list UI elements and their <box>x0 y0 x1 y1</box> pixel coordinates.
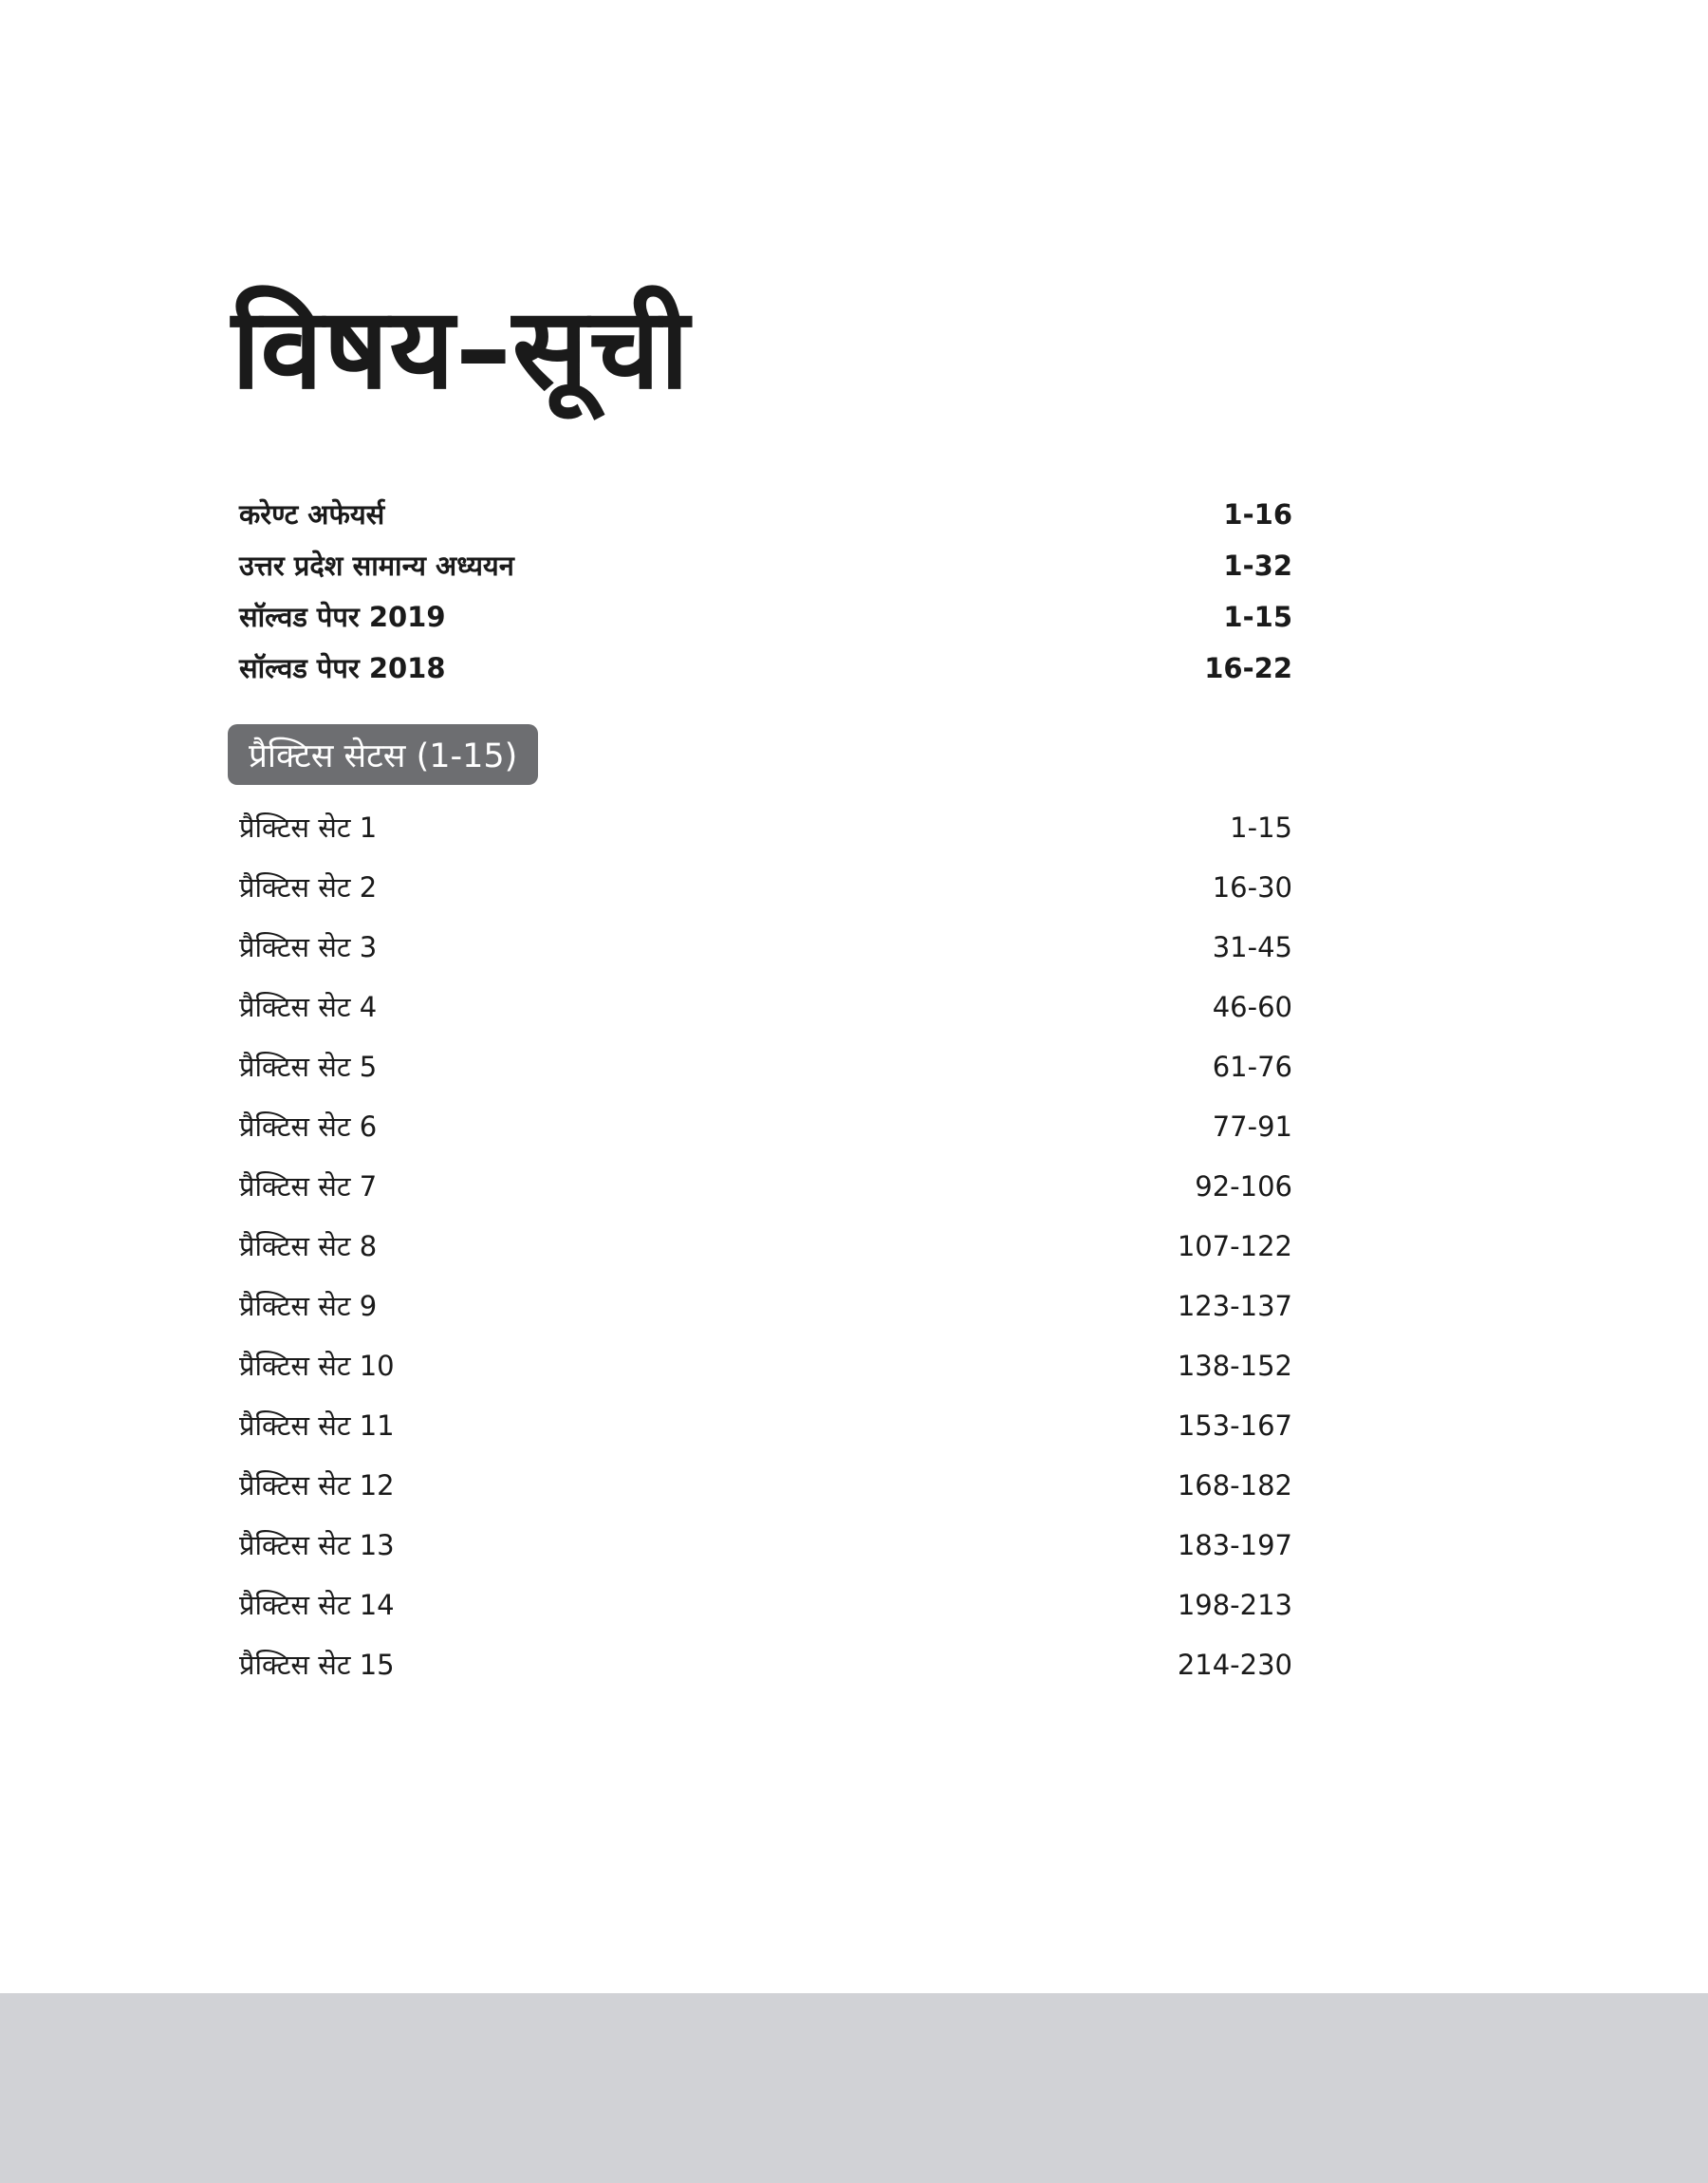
toc-entry-practice-set-10[interactable] <box>239 1347 1292 1384</box>
toc-entry-pages: 16-22 <box>1204 652 1292 684</box>
toc-entry-label: प्रैक्टिस सेट 10 <box>239 1350 395 1382</box>
toc-entry-pages: 1-15 <box>1230 812 1292 844</box>
toc-entry-practice-set-12[interactable] <box>239 1466 1292 1503</box>
toc-entry-practice-set-5[interactable] <box>239 1048 1292 1085</box>
toc-entry-label: प्रैक्टिस सेट 9 <box>239 1290 378 1322</box>
toc-entry-practice-set-8[interactable] <box>239 1227 1292 1264</box>
toc-entry-practice-set-15[interactable] <box>239 1646 1292 1683</box>
toc-entry-pages: 16-30 <box>1212 871 1292 904</box>
toc-entry-label: प्रैक्टिस सेट 1 <box>239 812 378 844</box>
toc-entry-practice-set-1[interactable] <box>239 809 1292 846</box>
footer-band <box>0 1993 1708 2183</box>
toc-entry-pages: 77-91 <box>1212 1110 1292 1143</box>
toc-entry-label: प्रैक्टिस सेट 3 <box>239 931 378 963</box>
toc-entry-pages: 61-76 <box>1212 1051 1292 1083</box>
toc-entry-label: प्रैक्टिस सेट 14 <box>239 1589 395 1621</box>
toc-entry-pages: 123-137 <box>1177 1290 1292 1322</box>
toc-entry-label: प्रैक्टिस सेट 8 <box>239 1230 378 1262</box>
toc-entry-solved-paper-2019[interactable] <box>239 598 1292 635</box>
toc-entry-label: प्रैक्टिस सेट 2 <box>239 871 378 904</box>
toc-entry-pages: 1-32 <box>1223 550 1292 582</box>
toc-entry-pages: 168-182 <box>1177 1469 1292 1502</box>
toc-entry-label: प्रैक्टिस सेट 7 <box>239 1170 378 1203</box>
toc-entry-pages: 92-106 <box>1195 1170 1292 1203</box>
toc-entry-pages: 31-45 <box>1212 931 1292 963</box>
toc-entry-pages: 214-230 <box>1177 1649 1292 1681</box>
toc-entry-pages: 107-122 <box>1177 1230 1292 1262</box>
toc-entry-label: प्रैक्टिस सेट 6 <box>239 1110 378 1143</box>
toc-entry-practice-set-6[interactable] <box>239 1108 1292 1145</box>
toc-entry-pages: 153-167 <box>1177 1409 1292 1442</box>
toc-entry-pages: 46-60 <box>1212 991 1292 1023</box>
toc-entry-practice-set-13[interactable] <box>239 1526 1292 1563</box>
toc-entry-current-affairs[interactable] <box>239 495 1292 532</box>
toc-entry-practice-set-4[interactable] <box>239 988 1292 1025</box>
toc-entry-pages: 1-16 <box>1223 498 1292 531</box>
toc-entry-label: प्रैक्टिस सेट 11 <box>239 1409 395 1442</box>
toc-entry-practice-set-11[interactable] <box>239 1407 1292 1444</box>
toc-entry-label: सॉल्वड पेपर 2018 <box>239 652 446 684</box>
toc-entry-pages: 198-213 <box>1177 1589 1292 1621</box>
toc-entry-practice-set-3[interactable] <box>239 928 1292 965</box>
toc-entry-practice-set-2[interactable] <box>239 868 1292 905</box>
toc-entry-pages: 183-197 <box>1177 1529 1292 1561</box>
page-title: विषय–सूची <box>232 283 691 414</box>
toc-entry-label: सॉल्वड पेपर 2019 <box>239 601 446 633</box>
toc-entry-pages: 1-15 <box>1223 601 1292 633</box>
toc-entry-label: प्रैक्टिस सेट 15 <box>239 1649 395 1681</box>
toc-entry-practice-set-7[interactable] <box>239 1167 1292 1204</box>
toc-entry-label: प्रैक्टिस सेट 12 <box>239 1469 395 1502</box>
toc-entry-label: करेण्ट अफेयर्स <box>239 498 385 531</box>
toc-entry-label: प्रैक्टिस सेट 5 <box>239 1051 378 1083</box>
toc-entry-practice-set-14[interactable] <box>239 1586 1292 1623</box>
section-heading-badge: प्रैक्टिस सेटस (1-15) <box>228 724 538 785</box>
toc-entry-label: उत्तर प्रदेश सामान्य अध्ययन <box>239 550 514 582</box>
toc-entry-up-general-studies[interactable] <box>239 547 1292 584</box>
toc-entry-practice-set-9[interactable] <box>239 1287 1292 1324</box>
toc-entry-label: प्रैक्टिस सेट 4 <box>239 991 378 1023</box>
toc-entry-pages: 138-152 <box>1177 1350 1292 1382</box>
toc-entry-solved-paper-2018[interactable] <box>239 649 1292 686</box>
toc-entry-label: प्रैक्टिस सेट 13 <box>239 1529 395 1561</box>
